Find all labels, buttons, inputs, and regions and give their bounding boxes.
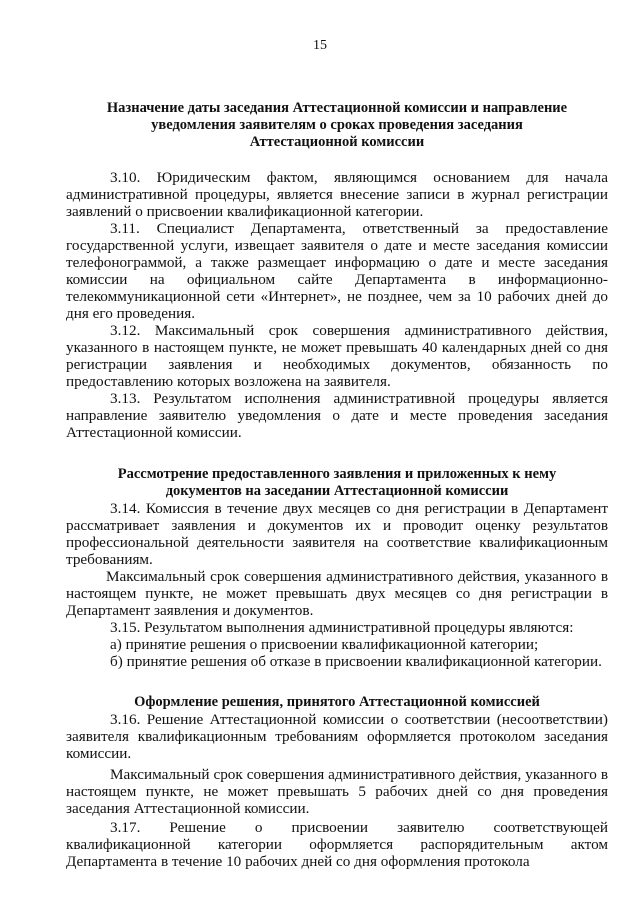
heading-line: документов на заседании Аттестационной комиссии: [165, 483, 509, 499]
section-heading: [66, 694, 608, 711]
paragraph-3-11: 3.11. Специалист Департамента, ответственный за предоставление государственной услуги, извещает заявителя о дате и месте заседания комиссии телефонограммой, а также размещает информацию о дате и месте заседания комиссии на официальном сайте Департамента в информационно-телекоммуникационной сети «Интернет», не позднее, чем за 10 рабочих дней до дня его проведения.: [66, 220, 608, 322]
paragraph-deadline: Максимальный срок совершения административного действия, указанного в настоящем пункте, не может превышать двух месяцев со дня регистрации в Департамент заявления и документов.: [66, 568, 608, 619]
section-decision: [66, 694, 608, 870]
section-heading: [66, 466, 608, 500]
heading-line: Оформление решения, принятого Аттестационной комиссией: [134, 694, 540, 710]
section-appointment: [66, 100, 608, 441]
paragraph-3-17: 3.17. Решение о присвоении заявителю соответствующей квалификационной категории оформляется распорядительным актом Департамента в течение 10 рабочих дней со дня оформления протокола: [66, 819, 608, 870]
heading-line: Назначение даты заседания Аттестационной комиссии и направление: [106, 100, 568, 116]
paragraph-3-10: 3.10. Юридическим фактом, являющимся основанием для начала административной процедуры, является внесение записи в журнал регистрации заявлений о присвоении квалификационной категории.: [66, 169, 608, 220]
list-item-a: а) принятие решения о присвоении квалификационной категории;: [110, 636, 539, 653]
paragraph-3-14: 3.14. Комиссия в течение двух месяцев со дня регистрации в Департамент рассматривает заявления и документов их и проводит оценку результатов профессиональной деятельности заявителя на соответствие квалификационным требованиям.: [66, 500, 608, 568]
paragraph-3-13: 3.13. Результатом исполнения административной процедуры является направление заявителю уведомления о дате и месте проведения заседания Аттестационной комиссии.: [66, 390, 608, 441]
heading-line: Рассмотрение предоставленного заявления и приложенных к нему: [117, 466, 557, 482]
paragraph-deadline-2: Максимальный срок совершения административного действия, указанного в настоящем пункте, не может превышать 5 рабочих дней со дня проведения заседания Аттестационной комиссии.: [66, 766, 608, 817]
paragraph-3-15: 3.15. Результатом выполнения административной процедуры являются:: [110, 619, 574, 636]
list-item-b: б) принятие решения об отказе в присвоении квалификационной категории.: [110, 653, 602, 670]
heading-line: уведомления заявителям о сроках проведения заседания: [151, 117, 523, 133]
heading-line: Аттестационной комиссии: [249, 134, 425, 150]
section-review: [66, 466, 608, 670]
paragraph-3-12: 3.12. Максимальный срок совершения административного действия, указанного в настоящем пункте, не может превышать 40 календарных дней со дня регистрации заявления и необходимых документов, обязанность по предоставлению которых возложена на заявителя.: [66, 322, 608, 390]
section-heading: [66, 100, 608, 151]
paragraph-3-16: 3.16. Решение Аттестационной комиссии о соответствии (несоответствии) заявителя квалификационным требованиям оформляется протоколом заседания комиссии.: [66, 711, 608, 762]
page-number: 15: [313, 38, 327, 53]
